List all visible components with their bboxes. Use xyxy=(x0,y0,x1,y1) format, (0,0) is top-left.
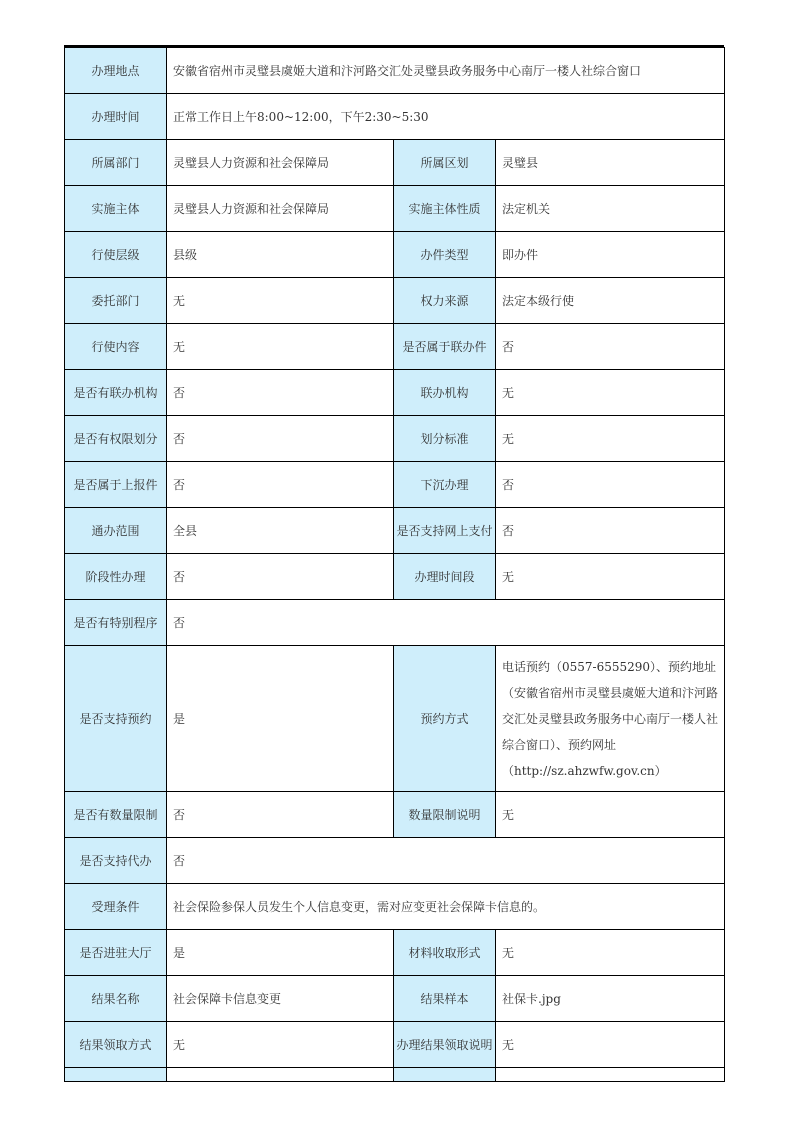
row-acceptance xyxy=(65,884,725,930)
label-joint-agency: 联办机构 xyxy=(394,370,496,416)
value-quantity-limit: 否 xyxy=(167,792,394,838)
value-scope: 全县 xyxy=(167,508,394,554)
row-joint-agency xyxy=(65,370,725,416)
label-acceptance: 受理条件 xyxy=(65,884,167,930)
value-proxy: 否 xyxy=(167,838,725,884)
continuation-cell-2 xyxy=(167,1068,394,1082)
row-continuation xyxy=(65,1068,725,1082)
label-report-case: 是否属于上报件 xyxy=(65,462,167,508)
label-entrusted-dept: 委托部门 xyxy=(65,278,167,324)
row-hall xyxy=(65,930,725,976)
label-appointment: 是否支持预约 xyxy=(65,646,167,792)
label-authority-division: 是否有权限划分 xyxy=(65,416,167,462)
value-in-hall: 是 xyxy=(167,930,394,976)
value-power-source: 法定本级行使 xyxy=(496,278,725,324)
value-case-type: 即办件 xyxy=(496,232,725,278)
value-implementer: 灵璧县人力资源和社会保障局 xyxy=(167,186,394,232)
label-hours: 办理时间 xyxy=(65,94,167,140)
value-has-joint-agency: 否 xyxy=(167,370,394,416)
value-appointment: 是 xyxy=(167,646,394,792)
label-online-payment: 是否支持网上支付 xyxy=(394,508,496,554)
row-department xyxy=(65,140,725,186)
value-entrusted-dept: 无 xyxy=(167,278,394,324)
value-acceptance: 社会保险参保人员发生个人信息变更，需对应变更社会保障卡信息的。 xyxy=(167,884,725,930)
value-implementer-nature: 法定机关 xyxy=(496,186,725,232)
label-result-pickup: 结果领取方式 xyxy=(65,1022,167,1068)
service-info-table xyxy=(64,47,725,1082)
row-implementer xyxy=(65,186,725,232)
label-quantity-note: 数量限制说明 xyxy=(394,792,496,838)
continuation-cell-3 xyxy=(394,1068,496,1082)
row-stage xyxy=(65,554,725,600)
value-sink-handling: 否 xyxy=(496,462,725,508)
value-joint-case: 否 xyxy=(496,324,725,370)
label-division-standard: 划分标准 xyxy=(394,416,496,462)
label-stage-handling: 阶段性办理 xyxy=(65,554,167,600)
row-appointment xyxy=(65,646,725,792)
label-result-pickup-note: 办理结果领取说明 xyxy=(394,1022,496,1068)
value-department: 灵璧县人力资源和社会保障局 xyxy=(167,140,394,186)
row-location xyxy=(65,48,725,94)
value-special-procedure: 否 xyxy=(167,600,725,646)
label-result-name: 结果名称 xyxy=(65,976,167,1022)
row-quantity-limit xyxy=(65,792,725,838)
row-hours xyxy=(65,94,725,140)
row-proxy xyxy=(65,838,725,884)
label-implementer: 实施主体 xyxy=(65,186,167,232)
value-result-sample: 社保卡.jpg xyxy=(496,976,725,1022)
row-result-pickup xyxy=(65,1022,725,1068)
value-region: 灵璧县 xyxy=(496,140,725,186)
label-department: 所属部门 xyxy=(65,140,167,186)
value-result-pickup-note: 无 xyxy=(496,1022,725,1068)
label-proxy: 是否支持代办 xyxy=(65,838,167,884)
row-level xyxy=(65,232,725,278)
value-appointment-method: 电话预约（0557-6555290）、预约地址（安徽省宿州市灵璧县虞姬大道和汴河路交汇处灵璧县政务服务中心南厅一楼人社综合窗口）、预约网址（http://sz.ahzwfw.gov.cn） xyxy=(496,646,725,792)
value-report-case: 否 xyxy=(167,462,394,508)
value-joint-agency: 无 xyxy=(496,370,725,416)
value-stage-handling: 否 xyxy=(167,554,394,600)
label-joint-case: 是否属于联办件 xyxy=(394,324,496,370)
label-scope: 通办范围 xyxy=(65,508,167,554)
label-power-source: 权力来源 xyxy=(394,278,496,324)
label-material-form: 材料收取形式 xyxy=(394,930,496,976)
continuation-cell-4 xyxy=(496,1068,725,1082)
value-material-form: 无 xyxy=(496,930,725,976)
label-content: 行使内容 xyxy=(65,324,167,370)
label-implementer-nature: 实施主体性质 xyxy=(394,186,496,232)
value-division-standard: 无 xyxy=(496,416,725,462)
label-in-hall: 是否进驻大厅 xyxy=(65,930,167,976)
label-special-procedure: 是否有特别程序 xyxy=(65,600,167,646)
label-time-period: 办理时间段 xyxy=(394,554,496,600)
label-quantity-limit: 是否有数量限制 xyxy=(65,792,167,838)
row-result xyxy=(65,976,725,1022)
label-has-joint-agency: 是否有联办机构 xyxy=(65,370,167,416)
value-online-payment: 否 xyxy=(496,508,725,554)
label-case-type: 办件类型 xyxy=(394,232,496,278)
value-hours: 正常工作日上午8:00~12:00，下午2:30~5:30 xyxy=(167,94,725,140)
label-result-sample: 结果样本 xyxy=(394,976,496,1022)
value-authority-division: 否 xyxy=(167,416,394,462)
value-location: 安徽省宿州市灵璧县虞姬大道和汴河路交汇处灵璧县政务服务中心南厅一楼人社综合窗口 xyxy=(167,48,725,94)
label-location: 办理地点 xyxy=(65,48,167,94)
value-time-period: 无 xyxy=(496,554,725,600)
label-appointment-method: 预约方式 xyxy=(394,646,496,792)
row-entrusted xyxy=(65,278,725,324)
value-content: 无 xyxy=(167,324,394,370)
row-special-procedure xyxy=(65,600,725,646)
label-sink-handling: 下沉办理 xyxy=(394,462,496,508)
label-level: 行使层级 xyxy=(65,232,167,278)
row-report xyxy=(65,462,725,508)
row-authority-division xyxy=(65,416,725,462)
row-scope xyxy=(65,508,725,554)
value-level: 县级 xyxy=(167,232,394,278)
label-region: 所属区划 xyxy=(394,140,496,186)
continuation-cell-1 xyxy=(65,1068,167,1082)
value-result-pickup: 无 xyxy=(167,1022,394,1068)
value-quantity-note: 无 xyxy=(496,792,725,838)
row-content xyxy=(65,324,725,370)
value-result-name: 社会保障卡信息变更 xyxy=(167,976,394,1022)
